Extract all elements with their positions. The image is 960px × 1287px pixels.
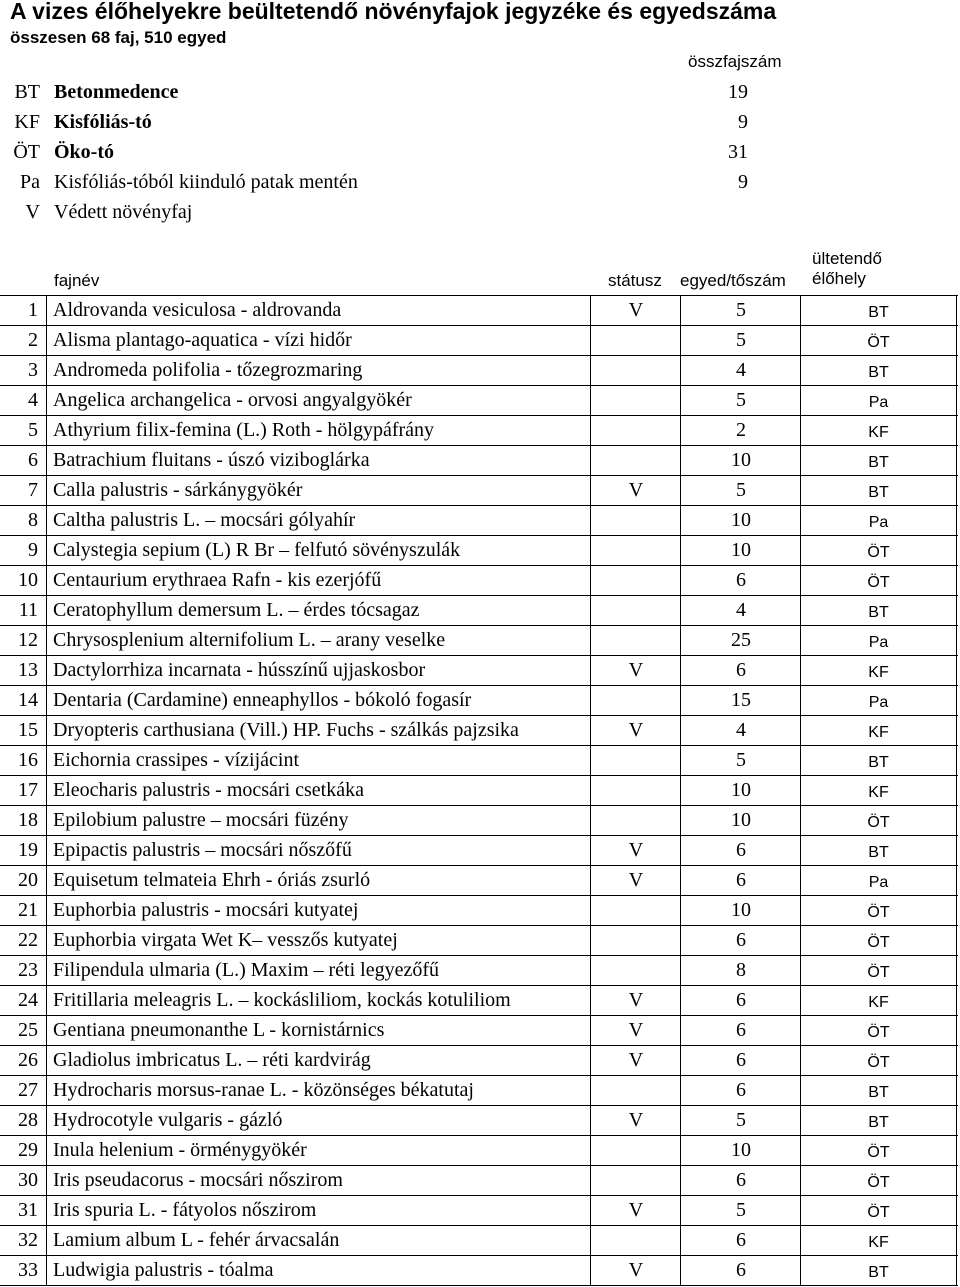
species-name: Epilobium palustre – mocsári füzény xyxy=(46,806,597,835)
habitat-cell: KF xyxy=(800,716,957,745)
habitat-cell: BT xyxy=(800,476,957,505)
table-row xyxy=(0,296,958,326)
page-subtitle: összesen 68 faj, 510 egyed xyxy=(10,28,227,47)
habitat-cell: Pa xyxy=(800,686,957,715)
status-cell xyxy=(590,446,681,475)
species-name: Iris pseudacorus - mocsári nőszirom xyxy=(46,1166,597,1195)
row-number: 29 xyxy=(18,1139,38,1161)
count-cell: 10 xyxy=(680,806,801,835)
count-cell: 6 xyxy=(680,866,801,895)
count-cell: 4 xyxy=(680,596,801,625)
column-header-habitat-line2: élőhely xyxy=(812,269,866,288)
status-cell: V xyxy=(590,836,681,865)
status-cell xyxy=(590,776,681,805)
status-cell xyxy=(590,506,681,535)
status-cell xyxy=(590,356,681,385)
status-cell xyxy=(590,566,681,595)
species-name: Caltha palustris L. – mocsári gólyahír xyxy=(46,506,597,535)
count-cell: 6 xyxy=(680,836,801,865)
count-cell: 6 xyxy=(680,1046,801,1075)
count-cell: 5 xyxy=(680,1106,801,1135)
habitat-cell: ÖT xyxy=(800,896,957,925)
status-cell: V xyxy=(590,656,681,685)
table-row xyxy=(0,1046,958,1076)
status-cell: V xyxy=(590,986,681,1015)
table-row xyxy=(0,536,958,566)
legend-count: 31 xyxy=(728,141,748,163)
species-name: Aldrovanda vesiculosa - aldrovanda xyxy=(46,296,597,325)
habitat-cell: BT xyxy=(800,1106,957,1135)
habitat-cell: ÖT xyxy=(800,806,957,835)
count-cell: 6 xyxy=(680,1226,801,1255)
legend-name: Öko-tó xyxy=(54,141,114,163)
status-cell: V xyxy=(590,1256,681,1285)
row-number: 12 xyxy=(18,629,38,651)
row-number: 33 xyxy=(18,1259,38,1281)
table-row xyxy=(0,1226,958,1256)
legend-count: 9 xyxy=(738,171,748,193)
status-cell xyxy=(590,686,681,715)
legend-code: Pa xyxy=(20,171,40,193)
count-cell: 2 xyxy=(680,416,801,445)
species-name: Iris spuria L. - fátyolos nőszirom xyxy=(46,1196,597,1225)
count-cell: 10 xyxy=(680,1136,801,1165)
table-row xyxy=(0,806,958,836)
column-header-habitat xyxy=(812,249,882,289)
legend-name: Kisfóliás-tó xyxy=(54,111,152,133)
count-cell: 6 xyxy=(680,1016,801,1045)
table-row xyxy=(0,596,958,626)
species-name: Dryopteris carthusiana (Vill.) HP. Fuchs - szálkás pajzsika xyxy=(46,716,597,745)
status-cell: V xyxy=(590,1196,681,1225)
status-cell xyxy=(590,626,681,655)
habitat-cell: ÖT xyxy=(800,1196,957,1225)
legend-code: KF xyxy=(14,111,40,133)
habitat-cell: KF xyxy=(800,776,957,805)
species-name: Hydrocotyle vulgaris - gázló xyxy=(46,1106,597,1135)
table-header xyxy=(0,245,960,295)
status-cell: V xyxy=(590,866,681,895)
column-header-habitat-line1: ültetendő xyxy=(812,249,882,268)
legend-count: 19 xyxy=(728,81,748,103)
table-row xyxy=(0,1166,958,1196)
species-name: Calla palustris - sárkánygyökér xyxy=(46,476,597,505)
row-number: 28 xyxy=(18,1109,38,1131)
species-name: Eleocharis palustris - mocsári csetkáka xyxy=(46,776,597,805)
row-number: 27 xyxy=(18,1079,38,1101)
table-row xyxy=(0,896,958,926)
row-number: 11 xyxy=(18,599,38,621)
count-cell: 5 xyxy=(680,296,801,325)
table-row xyxy=(0,1106,958,1136)
status-cell xyxy=(590,536,681,565)
row-number: 5 xyxy=(28,419,38,441)
row-number: 7 xyxy=(28,479,38,501)
row-number: 25 xyxy=(18,1019,38,1041)
table-row xyxy=(0,1136,958,1166)
table-row xyxy=(0,926,958,956)
row-number: 14 xyxy=(18,689,38,711)
habitat-cell: ÖT xyxy=(800,536,957,565)
species-name: Centaurium erythraea Rafn - kis ezerjófű xyxy=(46,566,597,595)
habitat-cell: BT xyxy=(800,356,957,385)
legend-item-ot xyxy=(0,140,960,170)
status-cell xyxy=(590,1136,681,1165)
row-number: 2 xyxy=(28,329,38,351)
table-row xyxy=(0,746,958,776)
status-cell xyxy=(590,1076,681,1105)
table-row xyxy=(0,986,958,1016)
column-header-name: fajnév xyxy=(54,271,100,290)
count-cell: 10 xyxy=(680,896,801,925)
status-cell: V xyxy=(590,1046,681,1075)
row-number: 1 xyxy=(28,299,38,321)
count-cell: 6 xyxy=(680,1256,801,1285)
species-name: Epipactis palustris – mocsári nőszőfű xyxy=(46,836,597,865)
table-row xyxy=(0,1016,958,1046)
count-cell: 4 xyxy=(680,356,801,385)
table-row xyxy=(0,836,958,866)
count-cell: 4 xyxy=(680,716,801,745)
count-cell: 6 xyxy=(680,566,801,595)
species-name: Euphorbia palustris - mocsári kutyatej xyxy=(46,896,597,925)
habitat-cell: Pa xyxy=(800,386,957,415)
row-number: 26 xyxy=(18,1049,38,1071)
legend-item-v xyxy=(0,200,960,230)
table-row xyxy=(0,956,958,986)
status-cell xyxy=(590,746,681,775)
habitat-cell: ÖT xyxy=(800,956,957,985)
habitat-cell: ÖT xyxy=(800,1016,957,1045)
status-cell xyxy=(590,596,681,625)
status-cell: V xyxy=(590,1106,681,1135)
row-number: 21 xyxy=(18,899,38,921)
species-name: Euphorbia virgata Wet K– vesszős kutyatej xyxy=(46,926,597,955)
habitat-cell: BT xyxy=(800,446,957,475)
species-name: Lamium album L - fehér árvacsalán xyxy=(46,1226,597,1255)
habitat-cell: KF xyxy=(800,1226,957,1255)
table-row xyxy=(0,626,958,656)
status-cell: V xyxy=(590,476,681,505)
species-name: Angelica archangelica - orvosi angyalgyökér xyxy=(46,386,597,415)
status-cell xyxy=(590,896,681,925)
species-name: Dactylorrhiza incarnata - hússzínű ujjaskosbor xyxy=(46,656,597,685)
habitat-cell: ÖT xyxy=(800,566,957,595)
count-cell: 5 xyxy=(680,1196,801,1225)
status-cell xyxy=(590,926,681,955)
count-cell: 8 xyxy=(680,956,801,985)
legend-item-pa xyxy=(0,170,960,200)
page-title: A vizes élőhelyekre beültetendő növényfajok jegyzéke és egyedszáma xyxy=(10,0,777,24)
table-row xyxy=(0,506,958,536)
status-cell xyxy=(590,806,681,835)
row-number: 16 xyxy=(18,749,38,771)
status-cell xyxy=(590,386,681,415)
count-cell: 5 xyxy=(680,326,801,355)
table-row xyxy=(0,776,958,806)
row-number: 4 xyxy=(28,389,38,411)
row-number: 19 xyxy=(18,839,38,861)
table-row xyxy=(0,416,958,446)
habitat-cell: ÖT xyxy=(800,326,957,355)
row-number: 30 xyxy=(18,1169,38,1191)
row-number: 22 xyxy=(18,929,38,951)
habitat-cell: KF xyxy=(800,416,957,445)
legend-item-kf xyxy=(0,110,960,140)
row-number: 18 xyxy=(18,809,38,831)
status-cell xyxy=(590,326,681,355)
species-name: Hydrocharis morsus-ranae L. - közönséges békatutaj xyxy=(46,1076,597,1105)
species-name: Chrysosplenium alternifolium L. – arany veselke xyxy=(46,626,597,655)
habitat-cell: BT xyxy=(800,596,957,625)
habitat-cell: BT xyxy=(800,746,957,775)
species-name: Andromeda polifolia - tőzegrozmaring xyxy=(46,356,597,385)
row-number: 9 xyxy=(28,539,38,561)
row-number: 3 xyxy=(28,359,38,381)
column-header-count: egyed/tőszám xyxy=(680,271,786,290)
table-row xyxy=(0,476,958,506)
row-number: 24 xyxy=(18,989,38,1011)
table-row xyxy=(0,1256,958,1286)
species-name: Gladiolus imbricatus L. – réti kardvirág xyxy=(46,1046,597,1075)
habitat-cell: ÖT xyxy=(800,926,957,955)
legend-name: Kisfóliás-tóból kiinduló patak mentén xyxy=(54,171,358,193)
table-row xyxy=(0,716,958,746)
row-number: 23 xyxy=(18,959,38,981)
table-row xyxy=(0,1196,958,1226)
count-cell: 10 xyxy=(680,776,801,805)
species-name: Ceratophyllum demersum L. – érdes tócsagaz xyxy=(46,596,597,625)
legend-count: 9 xyxy=(738,111,748,133)
row-number: 17 xyxy=(18,779,38,801)
habitat-cell: BT xyxy=(800,836,957,865)
row-number: 6 xyxy=(28,449,38,471)
species-name: Eichornia crassipes - vízijácint xyxy=(46,746,597,775)
habitat-cell: BT xyxy=(800,296,957,325)
row-number: 31 xyxy=(18,1199,38,1221)
row-number: 15 xyxy=(18,719,38,741)
count-cell: 25 xyxy=(680,626,801,655)
habitat-cell: Pa xyxy=(800,866,957,895)
species-name: Inula helenium - örménygyökér xyxy=(46,1136,597,1165)
row-number: 10 xyxy=(18,569,38,591)
count-cell: 15 xyxy=(680,686,801,715)
count-cell: 6 xyxy=(680,1166,801,1195)
legend-item-bt xyxy=(0,80,960,110)
species-table xyxy=(0,295,958,1286)
count-cell: 6 xyxy=(680,1076,801,1105)
species-name: Ludwigia palustris - tóalma xyxy=(46,1256,597,1285)
status-cell xyxy=(590,1226,681,1255)
table-row xyxy=(0,686,958,716)
table-row xyxy=(0,446,958,476)
status-cell xyxy=(590,1166,681,1195)
count-cell: 5 xyxy=(680,746,801,775)
species-name: Filipendula ulmaria (L.) Maxim – réti legyezőfű xyxy=(46,956,597,985)
habitat-cell: Pa xyxy=(800,506,957,535)
table-row xyxy=(0,356,958,386)
habitat-cell: ÖT xyxy=(800,1166,957,1195)
status-cell: V xyxy=(590,716,681,745)
habitat-cell: Pa xyxy=(800,626,957,655)
species-name: Athyrium filix-femina (L.) Roth - hölgypáfrány xyxy=(46,416,597,445)
status-cell: V xyxy=(590,296,681,325)
count-cell: 10 xyxy=(680,536,801,565)
species-name: Calystegia sepium (L) R Br – felfutó sövényszulák xyxy=(46,536,597,565)
species-name: Fritillaria meleagris L. – kockásliliom, kockás kotuliliom xyxy=(46,986,597,1015)
species-name: Batrachium fluitans - úszó viziboglárka xyxy=(46,446,597,475)
table-row xyxy=(0,566,958,596)
count-cell: 5 xyxy=(680,386,801,415)
legend-code: V xyxy=(25,201,40,223)
species-name: Gentiana pneumonanthe L - kornistárnics xyxy=(46,1016,597,1045)
count-cell: 6 xyxy=(680,656,801,685)
habitat-cell: BT xyxy=(800,1256,957,1285)
count-cell: 6 xyxy=(680,926,801,955)
status-cell xyxy=(590,416,681,445)
habitat-cell: BT xyxy=(800,1076,957,1105)
habitat-cell: KF xyxy=(800,986,957,1015)
row-number: 32 xyxy=(18,1229,38,1251)
species-name: Equisetum telmateia Ehrh - óriás zsurló xyxy=(46,866,597,895)
count-cell: 5 xyxy=(680,476,801,505)
legend-code: ÖT xyxy=(13,141,40,163)
habitat-cell: ÖT xyxy=(800,1136,957,1165)
table-row xyxy=(0,386,958,416)
count-cell: 10 xyxy=(680,446,801,475)
row-number: 8 xyxy=(28,509,38,531)
legend-code: BT xyxy=(14,81,40,103)
table-row xyxy=(0,1076,958,1106)
species-name: Dentaria (Cardamine) enneaphyllos - bókoló fogasír xyxy=(46,686,597,715)
table-row xyxy=(0,866,958,896)
status-cell xyxy=(590,956,681,985)
count-cell: 6 xyxy=(680,986,801,1015)
habitat-cell: ÖT xyxy=(800,1046,957,1075)
legend-name: Betonmedence xyxy=(54,81,179,103)
count-cell: 10 xyxy=(680,506,801,535)
habitat-cell: KF xyxy=(800,656,957,685)
legend-count-header: összfajszám xyxy=(688,52,782,71)
row-number: 13 xyxy=(18,659,38,681)
legend-name: Védett növényfaj xyxy=(54,201,193,223)
status-cell: V xyxy=(590,1016,681,1045)
table-row xyxy=(0,326,958,356)
table-row xyxy=(0,656,958,686)
row-number: 20 xyxy=(18,869,38,891)
column-header-status: státusz xyxy=(608,271,662,290)
species-name: Alisma plantago-aquatica - vízi hidőr xyxy=(46,326,597,355)
